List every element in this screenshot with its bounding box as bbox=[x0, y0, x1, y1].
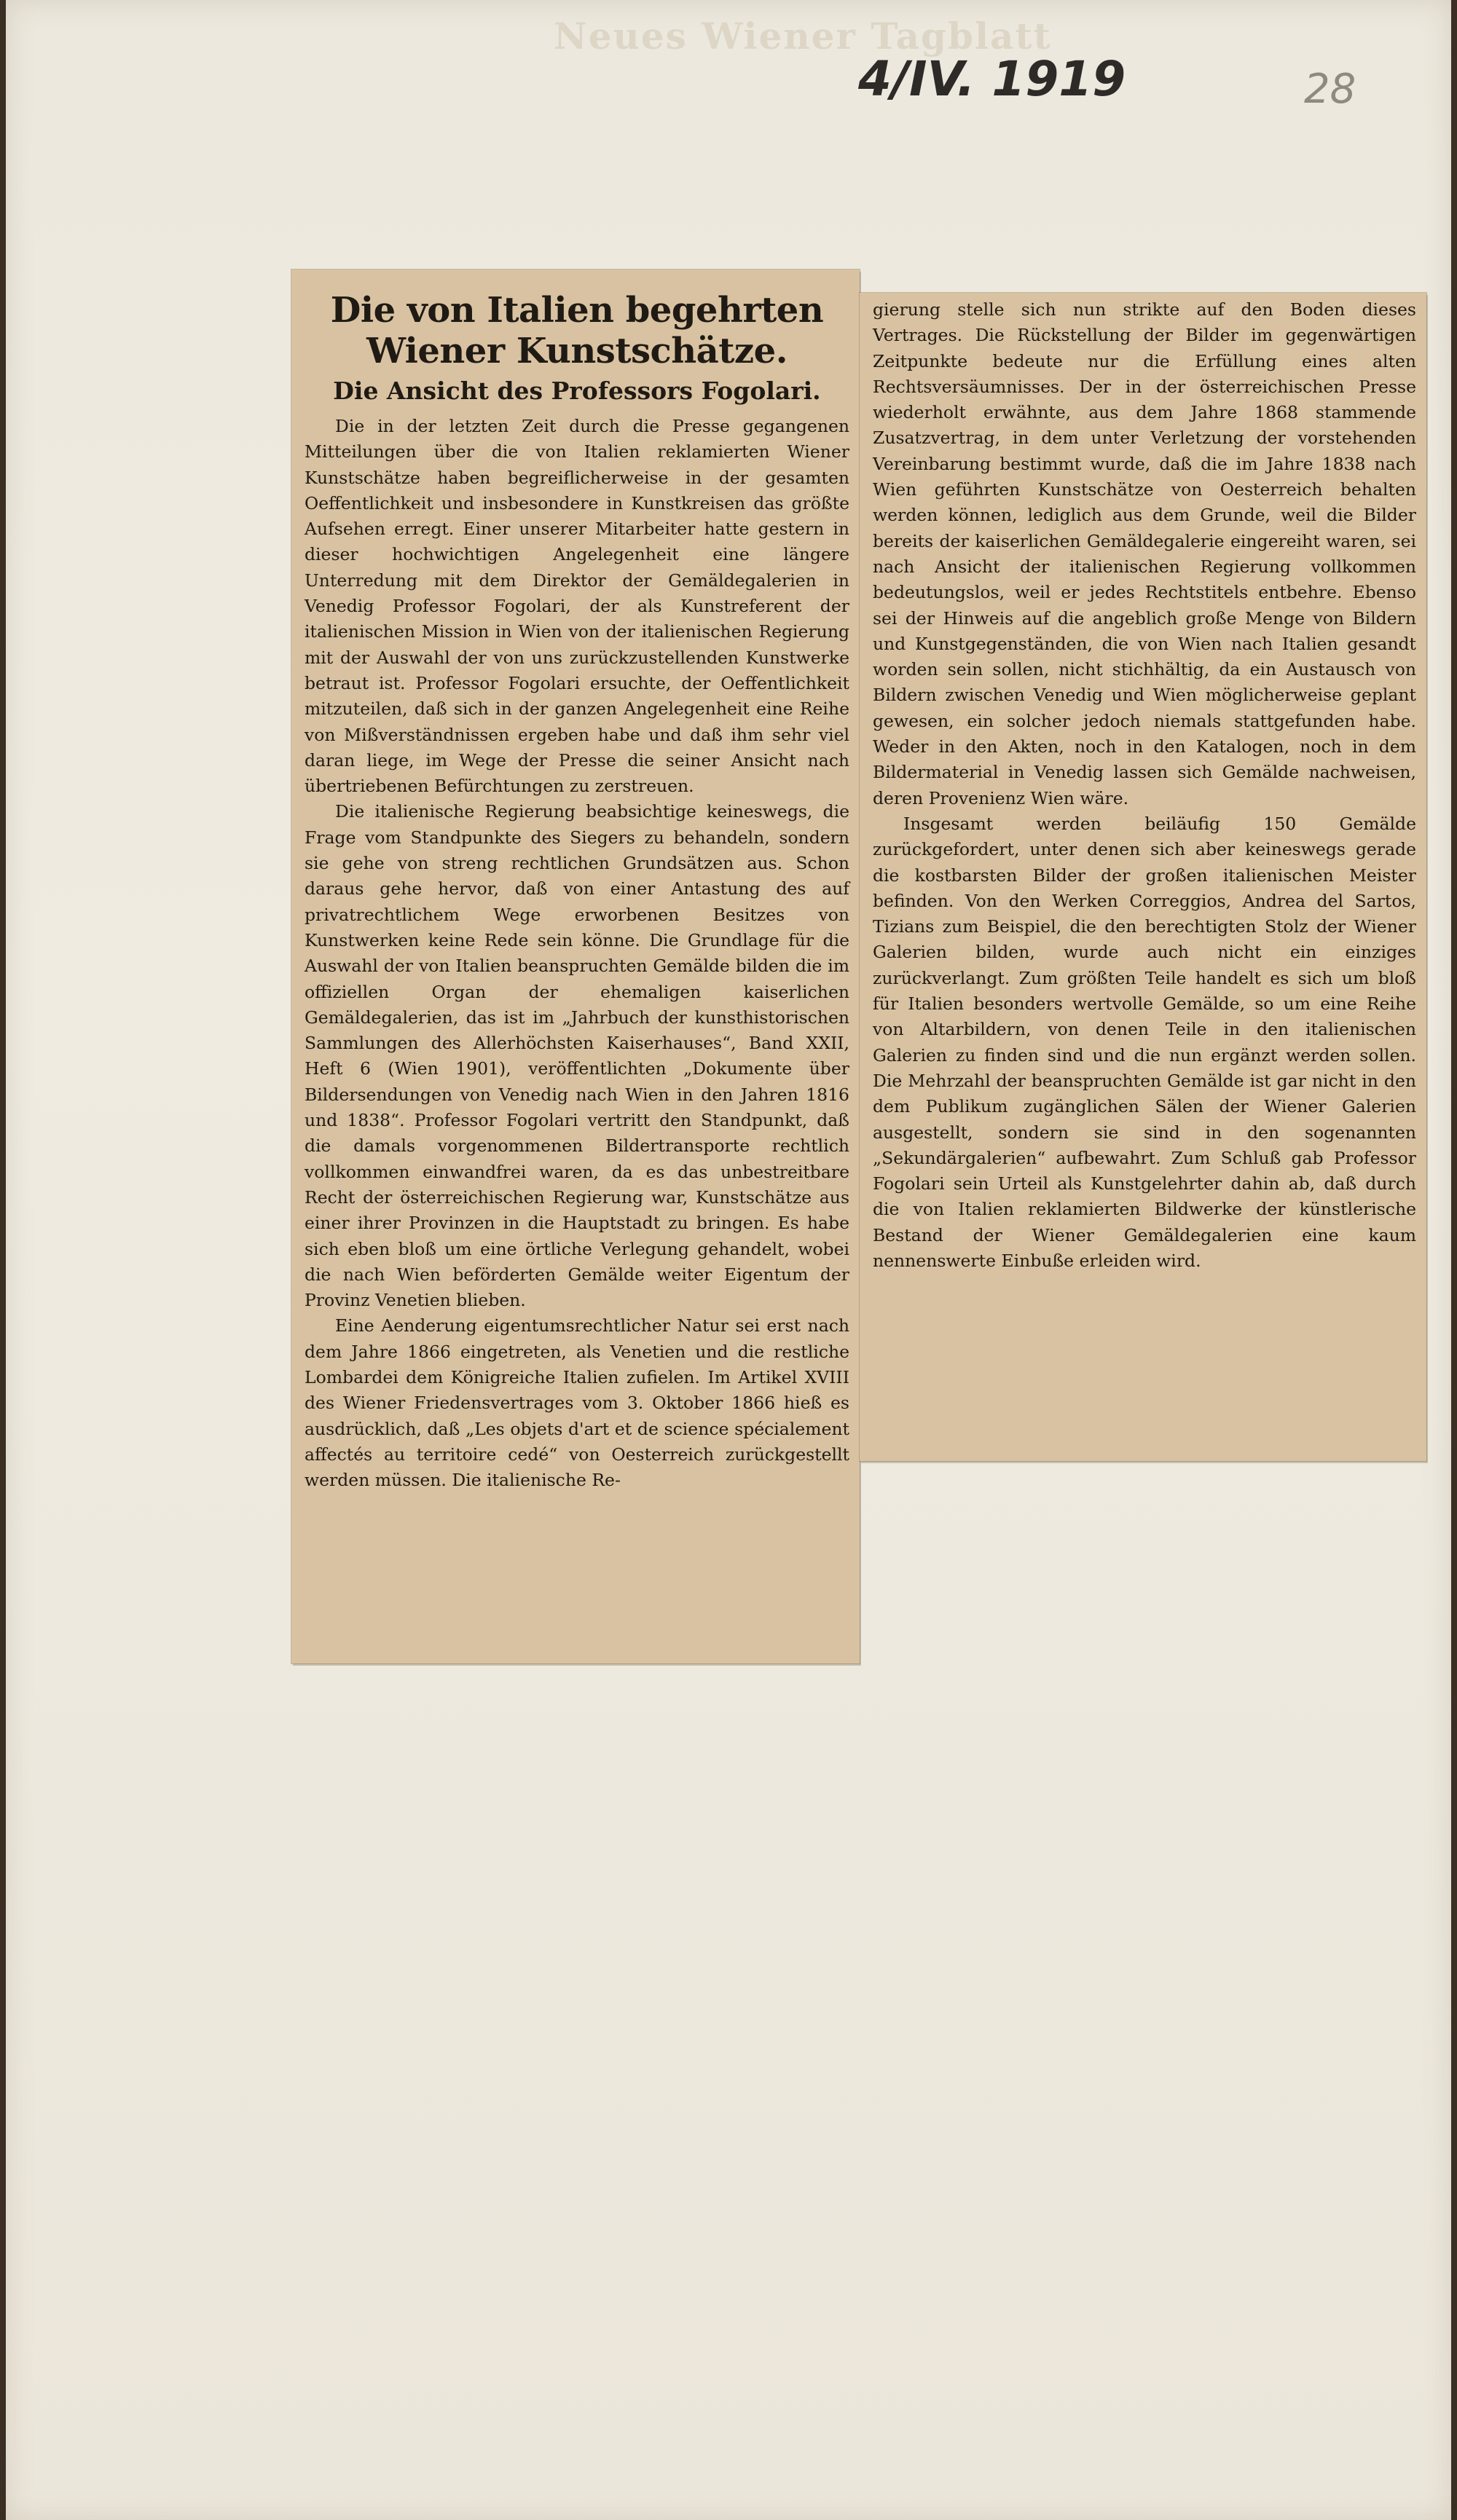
article-headline: Die von Italien begehrten Wiener Kunstschätze. bbox=[330, 290, 824, 371]
clipping-left-column bbox=[291, 269, 860, 1663]
paragraph: Die italienische Regierung beabsichtige keineswegs, die Frage vom Standpunkte des Siegers zu behandeln, sondern sie gehe von streng rechtlichen Grundsätzen aus. Schon daraus gehe hervor, daß von einer Antastung des auf privatrechtlichem Wege erworbenen Besitzes von Kunstwerken keine Rede sein könne. Die Grundlage für die Auswahl der von Italien beanspruchten Gemälde bilden die im offiziellen Organ der ehemaligen kaiserlichen Gemäldegalerien, das ist im „Jahrbuch der kunsthistorischen Sammlungen des Allerhöchsten Kaiserhauses“, Band XXII, Heft 6 (Wien 1901), veröffentlichten „Dokumente über Bildersendungen von Venedig nach Wien in den Jahren 1816 und 1838“. Professor Fogolari vertritt den Standpunkt, daß die damals vorgenommenen Bildertransporte rechtlich vollkommen einwandfrei waren, da es das unbestreitbare Recht der österreichischen Regierung war, Kunstschätze aus einer ihrer Provinzen in die Hauptstadt zu bringen. Es habe sich eben bloß um eine örtliche Verlegung gehandelt, wobei die nach Wien beförderten Gemälde weiter Eigentum der Provinz Venetien blieben. bbox=[305, 801, 849, 1311]
paragraph: gierung stelle sich nun strikte auf den Boden dieses Vertrages. Die Rückstellung der Bilder im gegenwärtigen Zeitpunkte bedeute nur die Erfüllung eines alten Rechtsversäumnisses. Der in der österreichischen Presse wiederholt erwähnte, aus dem Jahre 1868 stammende Zusatzvertrag, in dem unter Verletzung der vorstehenden Vereinbarung bestimmt wurde, daß die im Jahre 1838 nach Wien geführten Kunstschätze von Oesterreich behalten werden können, lediglich aus dem Grunde, weil die Bilder bereits der kaiserlichen Gemäldegalerie eingereiht waren, sei nach Ansicht der italienischen Regierung vollkommen bedeutungslos, weil er jedes Rechtstitels entbehre. Ebenso sei der Hinweis auf die angeblich große Menge von Bildern und Kunstgegenständen, die von Wien nach Italien gesandt worden sein sollen, nicht stichhältig, da ein Austausch von Bildern zwischen Venedig und Wien möglicherweise geplant gewesen, ein solcher jedoch niemals stattgefunden habe. Weder in den Akten, noch in den Katalogen, noch in dem Bildermaterial in Venedig lassen sich Gemälde nachweisen, deren Provenienz Wien wäre. bbox=[873, 299, 1416, 808]
page-number: 28 bbox=[1304, 66, 1356, 113]
paragraph: Insgesamt werden beiläufig 150 Gemälde zurückgefordert, unter denen sich aber keineswegs gerade die kostbarsten Bilder der großen italienischen Meister befinden. Von den Werken Correggios, Andrea del Sartos, Tizians zum Beispiel, die den berechtigten Stolz der Wiener Galerien bilden, wurde auch nicht ein einziges zurückverlangt. Zum größten Teile handelt es sich um bloß für Italien besonders wertvolle Gemälde, so um eine Reihe von Altarbildern, von denen Teile in den italienischen Galerien zu finden sind und die nun ergänzt werden sollen. Die Mehrzahl der beanspruchten Gemälde ist gar nicht in den dem Publikum zugänglichen Sälen der Wiener Galerien ausgestellt, sondern sie sind in den sogenannten „Sekundärgalerien“ aufbewahrt. Zum Schluß gab Professor Fogolari sein Urteil als Kunstgelehrter dahin ab, daß durch die von Italien reklamierten Bildwerke der künstlerische Bestand der Wiener Gemäldegalerien eine kaum nennenswerte Einbuße erleiden wird. bbox=[873, 813, 1416, 1271]
article-subheadline: Die Ansicht des Professors Fogolari. bbox=[333, 377, 821, 405]
left-column-text bbox=[305, 284, 849, 1493]
clipping-right-column bbox=[860, 293, 1426, 1461]
paragraph: Eine Aenderung eigentumsrechtlicher Natur sei erst nach dem Jahre 1866 eingetreten, als Venetien und die restliche Lombardei dem Königreiche Italien zufielen. Im Artikel XVIII des Wiener Friedensvertrages vom 3. Oktober 1866 hieß es ausdrücklich, daß „Les objets d'art et de science spécialement affectés au territoire cedé“ von Oesterreich zurückgestellt werden müssen. Die italienische Re- bbox=[305, 1315, 849, 1491]
paragraph: Die in der letzten Zeit durch die Presse gegangenen Mitteilungen über die von Italien reklamierten Wiener Kunstschätze haben begreiflicherweise in der gesamten Oeffentlichkeit und insbesondere in Kunstkreisen das größte Aufsehen erregt. Einer unserer Mitarbeiter hatte gestern in dieser hochwichtigen Angelegenheit eine längere Unterredung mit dem Direktor der Gemäldegalerien in Venedig Professor Fogolari, der als Kunstreferent der italienischen Mission in Wien von der italienischen Regierung mit der Auswahl der von uns zurückzustellenden Kunstwerke betraut ist. Professor Fogolari ersuchte, der Oeffentlichkeit mitzuteilen, daß sich in der ganzen Angelegenheit eine Reihe von Mißverständnissen ergeben habe und daß ihm sehr viel daran liege, im Wege der Presse die seiner Ansicht nach übertriebenen Befürchtungen zu zerstreuen. bbox=[305, 416, 849, 797]
handwritten-date: 4/IV. 1919 bbox=[858, 51, 1126, 107]
right-column-text bbox=[873, 297, 1416, 1274]
archive-sheet bbox=[6, 0, 1451, 2520]
newspaper-stamp: Neues Wiener Tagblatt bbox=[554, 15, 1052, 58]
